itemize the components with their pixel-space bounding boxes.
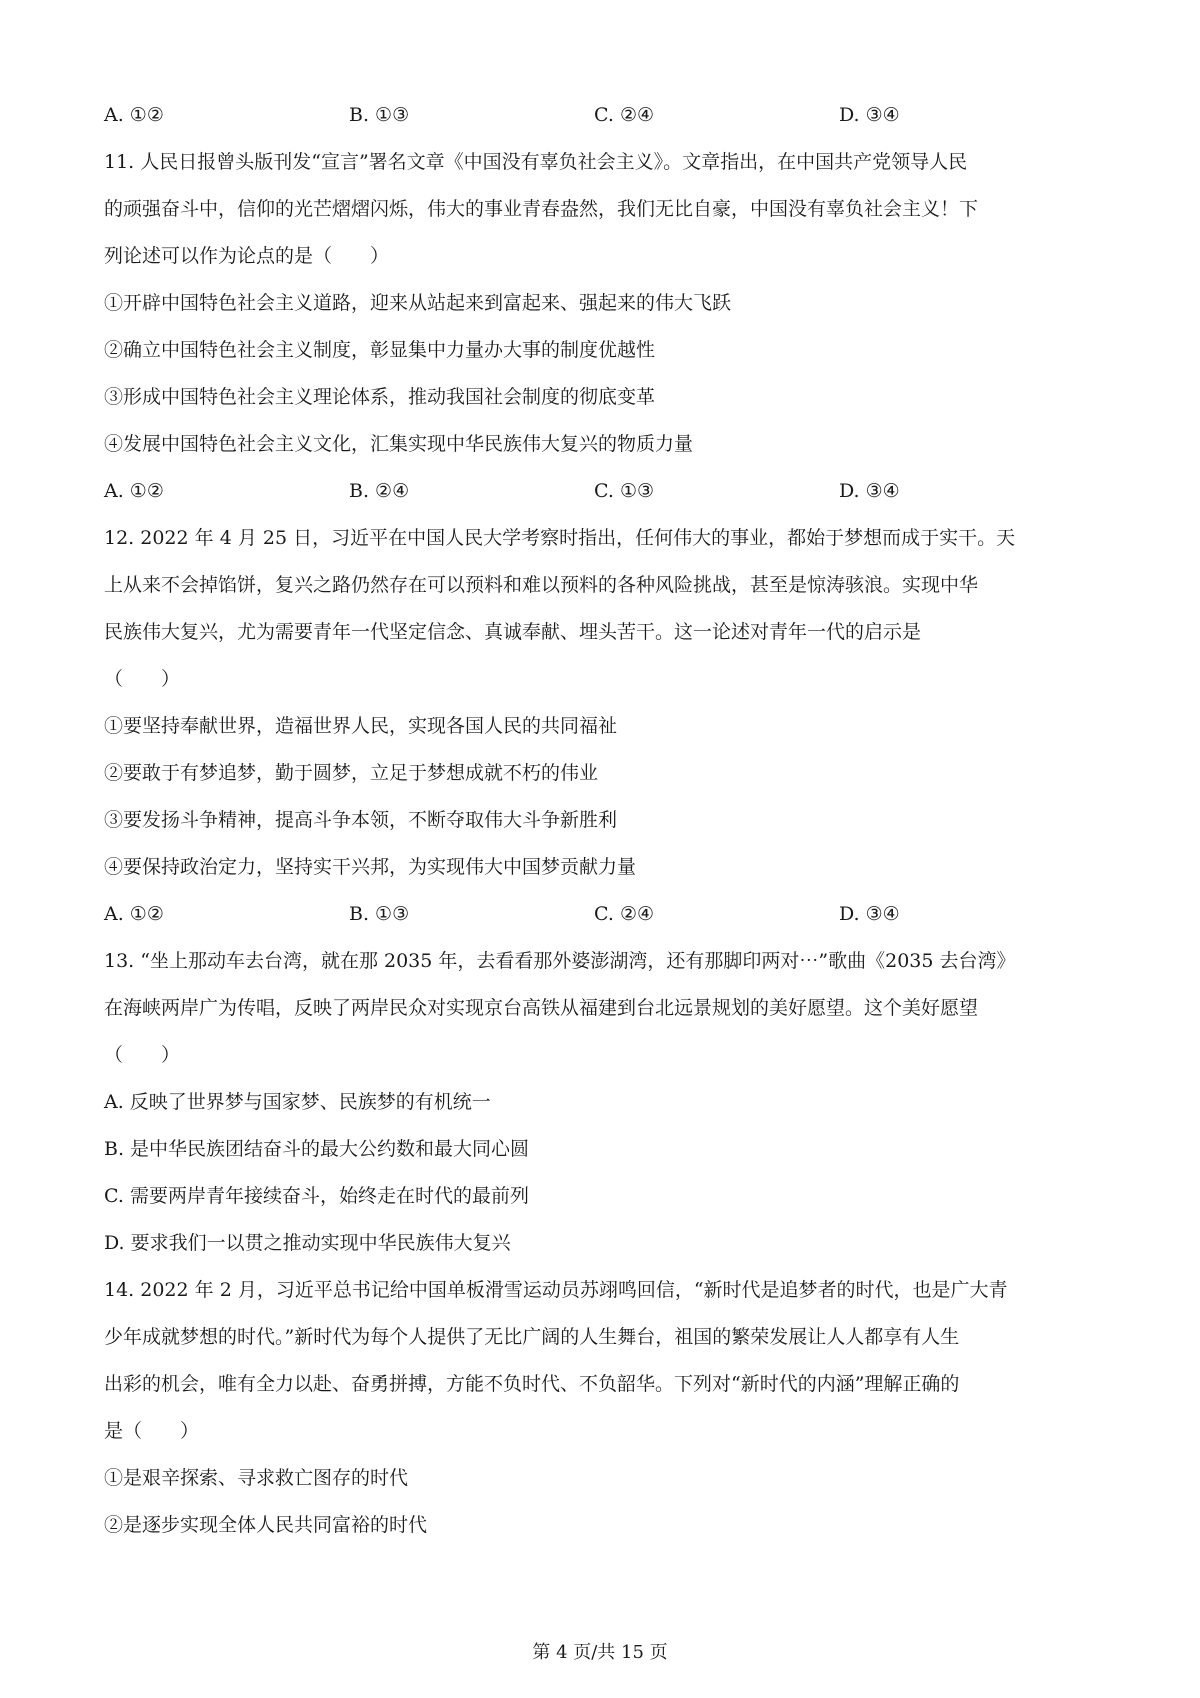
q13-stem-line: （ ）	[104, 1044, 181, 1066]
q11-option-a: A. ①②	[104, 480, 164, 502]
q12-stem-line: （ ）	[104, 668, 181, 690]
q14-stem-line: 出彩的机会，唯有全力以赴、奋勇拼搏，方能不负时代、不负韶华。下列对“新时代的内涵”理解正确的	[104, 1373, 960, 1395]
q10-option-d: D. ③④	[839, 104, 900, 126]
q14-stem-line: 是（ ）	[104, 1420, 200, 1442]
q11-stem-line: 列论述可以作为论点的是（ ）	[104, 245, 390, 267]
q12-stem-line: 上从来不会掉馅饼，复兴之路仍然存在可以预料和难以预料的各种风险挑战，甚至是惊涛骇浪。实现中华	[104, 574, 979, 596]
q13-option: C. 需要两岸青年接续奋斗，始终走在时代的最前列	[104, 1185, 529, 1207]
q14-stem-line: 少年成就梦想的时代。”新时代为每个人提供了无比广阔的人生舞台，祖国的繁荣发展让人人都享有人生	[104, 1326, 960, 1348]
q11-item: ③形成中国特色社会主义理论体系，推动我国社会制度的彻底变革	[104, 386, 656, 408]
q12-option-d: D. ③④	[839, 903, 900, 925]
q11-stem-line: 11. 人民日报曾头版刊发“宣言”署名文章《中国没有辜负社会主义》。文章指出，在中国共产党领导人民	[104, 151, 968, 173]
q12-stem-line: 民族伟大复兴，尤为需要青年一代坚定信念、真诚奉献、埋头苦干。这一论述对青年一代的启示是	[104, 621, 922, 643]
page-number-footer: 第 4 页/共 15 页	[532, 1642, 668, 1663]
q12-option-a: A. ①②	[104, 903, 164, 925]
q12-item: ③要发扬斗争精神，提高斗争本领，不断夺取伟大斗争新胜利	[104, 809, 618, 831]
q12-item: ②要敢于有梦追梦，勤于圆梦，立足于梦想成就不朽的伟业	[104, 762, 599, 784]
q14-stem-line: 14. 2022 年 2 月，习近平总书记给中国单板滑雪运动员苏翊鸣回信，“新时代是追梦者的时代，也是广大青	[104, 1279, 1008, 1301]
q12-option-c: C. ②④	[594, 903, 655, 925]
q14-item: ①是艰辛探索、寻求救亡图存的时代	[104, 1467, 409, 1489]
q12-options	[104, 891, 1104, 938]
q11-option-b: B. ②④	[349, 480, 410, 502]
q12-item: ④要保持政治定力，坚持实干兴邦，为实现伟大中国梦贡献力量	[104, 856, 637, 878]
q14-item: ②是逐步实现全体人民共同富裕的时代	[104, 1514, 428, 1536]
q13-stem-line: 在海峡两岸广为传唱，反映了两岸民众对实现京台高铁从福建到台北远景规划的美好愿望。这个美好愿望	[104, 997, 979, 1019]
q12-stem-line: 12. 2022 年 4 月 25 日，习近平在中国人民大学考察时指出，任何伟大的事业，都始于梦想而成于实干。天	[104, 527, 1016, 549]
q10-option-b: B. ①③	[349, 104, 410, 126]
document-page	[104, 92, 1104, 1549]
q11-item: ④发展中国特色社会主义文化，汇集实现中华民族伟大复兴的物质力量	[104, 433, 694, 455]
q11-option-c: C. ①③	[594, 480, 655, 502]
q13-stem-line: 13. “坐上那动车去台湾，就在那 2035 年，去看看那外婆澎湖湾，还有那脚印两对⋯”歌曲《2035 去台湾》	[104, 950, 1016, 972]
q12-item: ①要坚持奉献世界，造福世界人民，实现各国人民的共同福祉	[104, 715, 618, 737]
q12-option-b: B. ①③	[349, 903, 410, 925]
q13-option: B. 是中华民族团结奋斗的最大公约数和最大同心圆	[104, 1138, 530, 1160]
q11-options	[104, 468, 1104, 515]
q13-option: A. 反映了世界梦与国家梦、民族梦的有机统一	[104, 1091, 491, 1113]
q11-stem-line: 的顽强奋斗中，信仰的光芒熠熠闪烁，伟大的事业青春盎然，我们无比自豪，中国没有辜负社会主义！下	[104, 198, 979, 220]
q11-item: ②确立中国特色社会主义制度，彰显集中力量办大事的制度优越性	[104, 339, 656, 361]
q11-item: ①开辟中国特色社会主义道路，迎来从站起来到富起来、强起来的伟大飞跃	[104, 292, 732, 314]
q13-option: D. 要求我们一以贯之推动实现中华民族伟大复兴	[104, 1232, 511, 1254]
q11-option-d: D. ③④	[839, 480, 900, 502]
q10-option-c: C. ②④	[594, 104, 655, 126]
q10-option-a: A. ①②	[104, 104, 164, 126]
q10-options	[104, 92, 1104, 139]
